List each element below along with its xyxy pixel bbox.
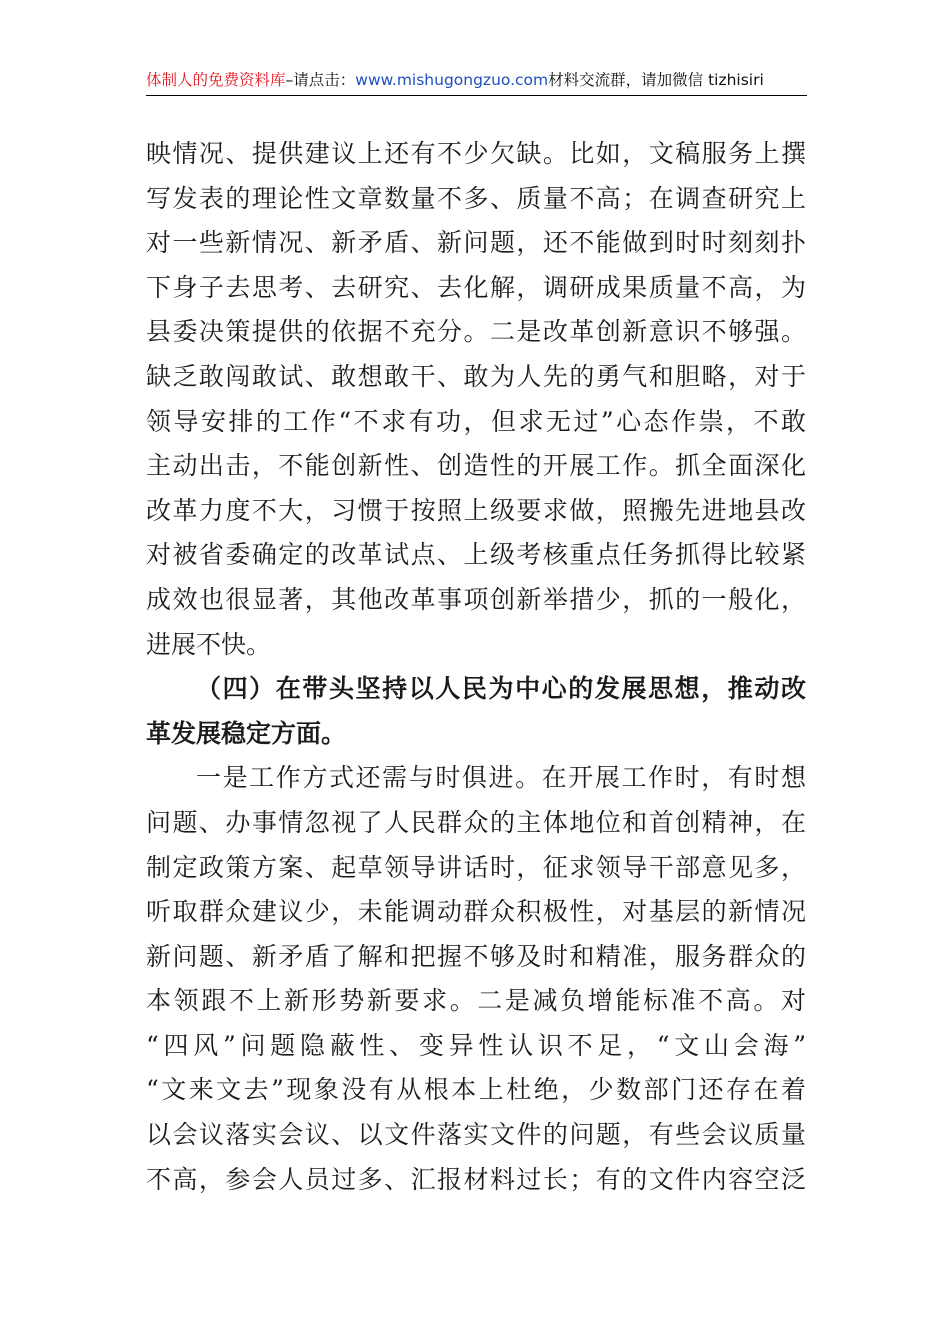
text-line: 对一些新情况、新矛盾、新问题，还不能做到时时刻刻扑 — [146, 228, 806, 258]
site-link[interactable]: www.mishugongzuo.com — [355, 71, 549, 89]
text-line: “文来文去”现象没有从根本上杜绝，少数部门还存在着 — [146, 1075, 806, 1105]
text-line: 新问题、新矛盾了解和把握不够及时和精准，服务群众的 — [146, 941, 806, 971]
text-line: 制定政策方案、起草领导讲话时，征求领导干部意见多， — [146, 852, 806, 882]
text-line: “四风”问题隐蔽性、变异性认识不足，“文山会海” — [146, 1030, 806, 1060]
section-heading: （四）在带头坚持以人民为中心的发展思想，推动改 — [196, 674, 806, 704]
text-line: 进展不快。 — [146, 629, 272, 659]
document-body — [146, 132, 806, 1202]
page-header — [146, 66, 806, 94]
text-line: 问题、办事情忽视了人民群众的主体地位和首创精神，在 — [146, 807, 806, 837]
click-prompt: –请点击： — [285, 71, 356, 89]
text-line: 缺乏敢闯敢试、敢想敢干、敢为人先的勇气和胆略，对于 — [146, 361, 806, 391]
group-text: 材料交流群，请加微信 tizhisiri — [548, 71, 764, 89]
text-line: 以会议落实会议、以文件落实文件的问题，有些会议质量 — [146, 1120, 806, 1150]
text-line: 写发表的理论性文章数量不多、质量不高；在调查研究上 — [146, 183, 806, 213]
text-line: 一是工作方式还需与时俱进。在开展工作时，有时想 — [196, 763, 806, 793]
text-line: 改革力度不大，习惯于按照上级要求做，照搬先进地县改 — [146, 495, 806, 525]
site-name: 体制人的免费资料库 — [146, 71, 286, 89]
text-line: 听取群众建议少，未能调动群众积极性，对基层的新情况 — [146, 897, 806, 927]
section-heading: 革发展稳定方面。 — [146, 718, 347, 748]
text-line: 成效也很显著，其他改革事项创新举措少，抓的一般化， — [146, 584, 806, 614]
text-line: 本领跟不上新形势新要求。二是减负增能标准不高。对 — [146, 986, 806, 1016]
text-line: 下身子去思考、去研究、去化解，调研成果质量不高，为 — [146, 272, 806, 302]
text-line: 对被省委确定的改革试点、上级考核重点任务抓得比较紧 — [146, 540, 806, 570]
text-line: 县委决策提供的依据不充分。二是改革创新意识不够强。 — [146, 317, 806, 347]
text-line: 主动出击，不能创新性、创造性的开展工作。抓全面深化 — [146, 451, 806, 481]
text-line: 不高，参会人员过多、汇报材料过长；有的文件内容空泛 — [146, 1164, 806, 1194]
header-divider — [146, 95, 807, 96]
text-line: 领导安排的工作“不求有功，但求无过”心态作祟，不敢 — [146, 406, 806, 436]
text-line: 映情况、提供建议上还有不少欠缺。比如，文稿服务上撰 — [146, 139, 806, 168]
